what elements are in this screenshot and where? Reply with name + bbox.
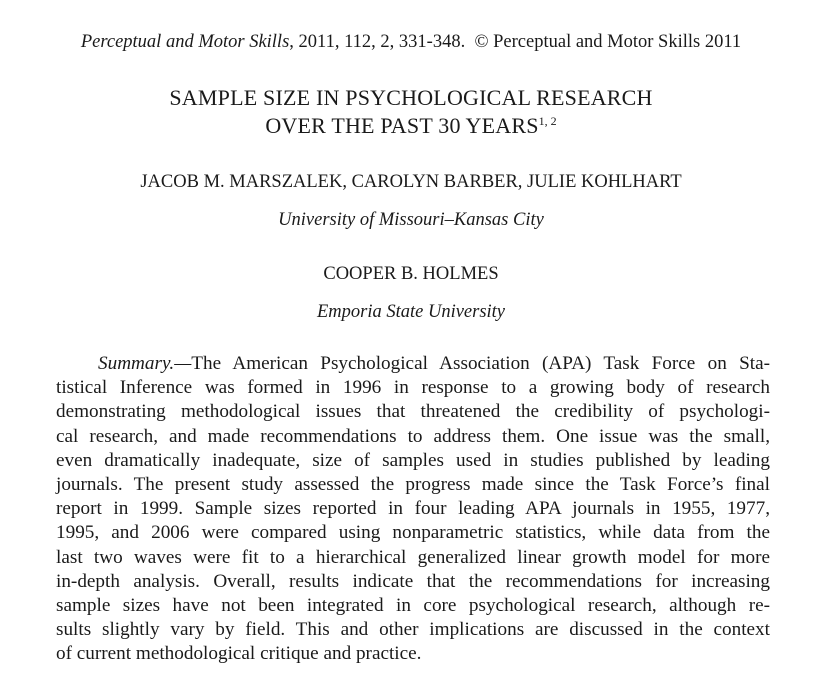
abstract-line: sample sizes have not been integrated in core psychological research, although re-: [56, 594, 770, 616]
abstract-line: sults slightly vary by field. This and other implications are discussed in the context: [56, 619, 770, 641]
abstract-line: demonstrating methodological issues that threatened the credibility of psychologi-: [56, 401, 770, 423]
title-line-2: [0, 112, 822, 140]
abstract-line: last two waves were fit to a hierarchical generalized linear growth model for more: [56, 546, 770, 568]
abstract-summary: [56, 352, 770, 666]
copyright-notice: © Perceptual and Motor Skills 2011: [474, 32, 742, 52]
abstract-line: cal research, and made recommendations to address them. One issue was the small,: [56, 425, 770, 447]
abstract-line: in-depth analysis. Overall, results indicate that the recommendations for increasing: [56, 570, 770, 592]
author-group-1-names: JACOB M. MARSZALEK, CAROLYN BARBER, JULIE KOHLHART: [140, 172, 682, 192]
author-group-1-affiliation: University of Missouri–Kansas City: [278, 210, 544, 230]
abstract-line: tistical Inference was formed in 1996 in response to a growing body of research: [56, 377, 770, 399]
abstract-line: 1995, and 2006 were compared using nonparametric statistics, while data from the: [56, 522, 770, 544]
abstract-line: [56, 352, 770, 376]
abstract-line: even dramatically inadequate, size of samples used in studies published by leading: [56, 449, 770, 471]
journal-citation-header: [0, 30, 822, 54]
abstract-line: of current methodological critique and practice.: [56, 643, 422, 665]
journal-name: Perceptual and Motor Skills: [80, 32, 290, 52]
abstract-line: report in 1999. Sample sizes reported in four leading APA journals in 1955, 1977,: [56, 498, 770, 520]
summary-label: Summary.—: [98, 353, 192, 374]
abstract-line: journals. The present study assessed the progress made since the Task Force’s final: [56, 473, 770, 495]
title-line-1: SAMPLE SIZE IN PSYCHOLOGICAL RESEARCH: [169, 85, 653, 110]
article-title: [0, 84, 822, 140]
title-footnote-marks: 1, 2: [538, 114, 557, 128]
abstract-line-text: The American Psychological Association (APA) Task Force on Sta-: [191, 353, 770, 374]
author-group-2-affiliation: Emporia State University: [316, 302, 506, 322]
author-group-2-names: COOPER B. HOLMES: [323, 264, 499, 284]
title-line-2-text: OVER THE PAST 30 YEARS: [265, 113, 539, 138]
citation-details: , 2011, 112, 2, 331-348.: [289, 32, 466, 52]
